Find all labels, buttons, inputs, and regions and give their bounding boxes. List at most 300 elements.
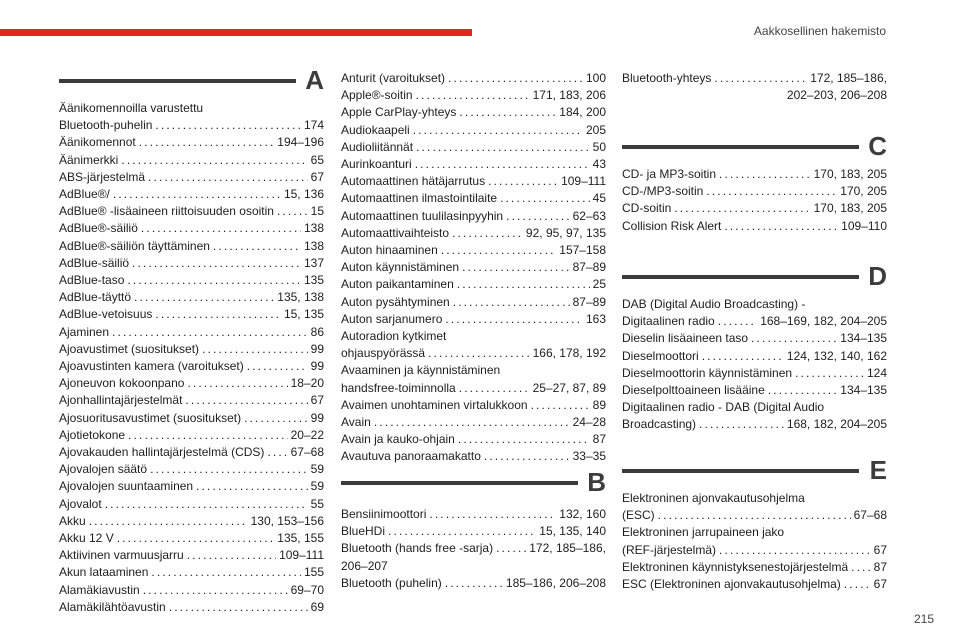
entry-term: Ajaminen: [59, 324, 110, 339]
entry-pages: 185–186, 206–208: [505, 575, 606, 590]
dot-leader: [169, 599, 308, 616]
entry-pages: 24–28: [572, 415, 606, 430]
entry-term: Automaattinen hätäjarrutus: [341, 174, 486, 189]
section-rule: [622, 275, 859, 279]
dot-leader: [488, 173, 558, 190]
index-entry: [59, 410, 324, 427]
entry-term: Dieselpolttoaineen lisääine: [622, 383, 765, 398]
entry-term: Akun lataaminen: [59, 565, 149, 580]
entry-term: Ajosuoritusavustimet (suositukset): [59, 410, 242, 425]
entry-pages: 174: [303, 118, 324, 133]
entry-term: AdBlue-taso: [59, 273, 125, 288]
index-entry: [59, 444, 324, 461]
dot-leader: [150, 461, 308, 478]
entry-term: Bluetooth (puhelin): [341, 575, 442, 590]
entry-pages: 138: [303, 238, 324, 253]
index-entry: [59, 427, 324, 444]
section-a-continued: [341, 70, 606, 466]
entry-term: CD-soitin: [622, 201, 672, 216]
entry-term: Ajovalojen suuntaaminen: [59, 479, 194, 494]
dot-leader: [428, 345, 530, 362]
entry-pages: 170, 205: [840, 184, 887, 199]
entry-pages: 205: [585, 122, 606, 137]
entry-term: Ajoneuvon kokoonpano: [59, 376, 185, 391]
section-header: [622, 455, 887, 485]
entry-term: CD- ja MP3-soitin: [622, 167, 717, 181]
dot-leader: [719, 542, 871, 559]
entry-pages: 168, 182, 204–205: [786, 417, 887, 432]
section-letter: D: [868, 261, 887, 291]
index-entry: [622, 87, 887, 104]
section-rule: [59, 79, 296, 83]
entry-pages: 157–158: [559, 243, 606, 258]
entry-pages: 138: [303, 221, 324, 236]
entry-term: AdBlue-vetoisuus: [59, 307, 153, 322]
section-b-continued: [622, 70, 887, 104]
index-entry: [622, 382, 887, 399]
entry-term: AdBlue®-säiliön täyttäminen: [59, 238, 210, 253]
dot-leader: [277, 203, 308, 220]
dot-leader: [500, 190, 590, 207]
index-entry: Autoradion kytkimet: [341, 329, 447, 344]
entry-term: Ajovalot: [59, 496, 102, 511]
entry-pages: 99: [310, 410, 324, 425]
entry-term: ohjauspyörässä: [341, 346, 426, 361]
entry-pages: 132, 160: [559, 507, 606, 521]
entry-term: Avain ja kauko-ohjain: [341, 432, 455, 447]
dot-leader: [795, 365, 864, 382]
index-entry: Digitaalinen radio - DAB (Digital Audio: [622, 400, 825, 415]
entry-term: Avautuva panoraamakatto: [341, 449, 481, 464]
index-entry: [622, 365, 887, 382]
index-entry: [622, 542, 887, 559]
entry-term: Ajotietokone: [59, 427, 126, 442]
index-entry: [622, 166, 887, 183]
entry-pages: 137: [303, 255, 324, 270]
entry-term: Bensiinimoottori: [341, 507, 427, 521]
entry-pages: 170, 183, 205: [813, 167, 887, 181]
entry-pages: 166, 178, 192: [532, 346, 606, 361]
dot-leader: [457, 276, 590, 293]
index-entry: [622, 507, 887, 524]
entry-pages: 86: [310, 324, 324, 339]
page-number: 215: [913, 612, 934, 626]
entry-pages: 67: [310, 393, 324, 408]
entry-term: Avain: [341, 415, 371, 430]
entry-term: BlueHDi: [341, 524, 386, 539]
dot-leader: [851, 559, 871, 576]
entry-pages: 62–63: [572, 208, 606, 223]
dot-leader: [768, 382, 838, 399]
entry-term: (REF-järjestelmä): [622, 542, 717, 557]
dot-leader: [445, 311, 583, 328]
entry-term: Apple CarPlay-yhteys: [341, 105, 457, 120]
entry-pages: 67–68: [853, 508, 887, 523]
entry-pages: 202–203, 206–208: [786, 88, 887, 103]
index-entry: [622, 416, 887, 433]
dot-leader: [185, 392, 307, 409]
index-entry: [59, 564, 324, 581]
dot-leader: [413, 122, 583, 139]
index-entry: [622, 313, 887, 330]
dot-leader: [751, 330, 837, 347]
entry-pages: 184, 200: [559, 105, 606, 120]
dot-leader: [448, 70, 583, 87]
entry-term: Auton käynnistäminen: [341, 260, 460, 275]
dot-leader: [89, 513, 248, 530]
entry-term: Ajovalojen säätö: [59, 462, 148, 477]
dot-leader: [247, 358, 308, 375]
index-entry: [622, 559, 887, 576]
index-entry: [341, 414, 606, 431]
entry-term: Automaattivaihteisto: [341, 225, 450, 240]
index-entry: [59, 169, 324, 186]
entry-pages: 134–135: [840, 383, 887, 398]
entry-term: Auton sarjanumero: [341, 311, 443, 326]
index-entry: [59, 134, 324, 151]
dot-leader: [714, 70, 807, 87]
dot-leader: [674, 200, 810, 217]
entry-term: Alamäkilähtöavustin: [59, 599, 166, 614]
entry-pages: 170, 183, 205: [813, 201, 887, 216]
index-entry: [59, 530, 324, 547]
index-entry: [341, 173, 606, 190]
dot-leader: [112, 324, 308, 341]
index-entry: Elektroninen jarrupaineen jako: [622, 525, 785, 540]
entry-pages: 109–111: [279, 548, 324, 563]
dot-leader: [117, 530, 275, 547]
section-letter: E: [869, 455, 887, 485]
dot-leader: [127, 272, 301, 289]
dot-leader: [267, 444, 287, 461]
entry-term: Auton pysähtyminen: [341, 294, 450, 309]
entry-pages: 124, 132, 140, 162: [786, 348, 887, 363]
index-entry: [622, 218, 887, 235]
entry-term: Automaattinen tuulilasinpyyhin: [341, 208, 504, 223]
index-entry: [341, 345, 606, 362]
entry-pages: 25: [592, 277, 606, 292]
entry-pages: 59: [310, 462, 324, 477]
entry-pages: 43: [592, 157, 606, 172]
index-entry: [59, 375, 324, 392]
section-rule: [341, 481, 578, 485]
entry-pages: 87: [592, 432, 606, 447]
entry-list: [622, 490, 887, 593]
index-entry: DAB (Digital Audio Broadcasting) -: [622, 297, 806, 311]
dot-leader: [187, 375, 287, 392]
index-entry: [341, 294, 606, 311]
entry-term: AdBlue® -lisäaineen riittoisuuden osoitin: [59, 204, 274, 219]
dot-leader: [128, 427, 288, 444]
index-entry: [341, 506, 606, 523]
dot-leader: [458, 431, 590, 448]
index-entry: [341, 104, 606, 121]
entry-pages: 18–20: [290, 376, 324, 391]
entry-term: Broadcasting): [622, 417, 697, 432]
index-entry: [341, 380, 606, 397]
entry-pages: 65: [310, 152, 324, 167]
entry-pages: 15, 135, 140: [539, 524, 606, 539]
index-entry: [59, 496, 324, 513]
entry-pages: 87–89: [572, 294, 606, 309]
index-entry: [59, 203, 324, 220]
index-entry: [59, 461, 324, 478]
entry-pages: 15, 135: [283, 307, 324, 322]
section-e: [622, 455, 887, 593]
entry-pages: 130, 153–156: [250, 513, 324, 528]
dot-leader: [699, 416, 784, 433]
dot-leader: [388, 523, 536, 540]
entry-term: Apple®-soitin: [341, 88, 413, 103]
dot-leader: [202, 341, 308, 358]
entry-term: AdBlue-täyttö: [59, 290, 132, 305]
entry-term: Bluetooth-puhelin: [59, 118, 153, 133]
dot-leader: [429, 506, 556, 523]
index-entry: [341, 190, 606, 207]
entry-pages: 89: [592, 397, 606, 412]
index-entry: [341, 311, 606, 328]
index-entry: [59, 582, 324, 599]
index-entry: [59, 186, 324, 203]
entry-pages: 92, 95, 97, 135: [525, 225, 606, 240]
dot-leader: [196, 478, 308, 495]
entry-pages: 163: [585, 311, 606, 326]
index-entry: [341, 431, 606, 448]
dot-leader: [719, 166, 811, 183]
dot-leader: [121, 152, 307, 169]
index-entry: [59, 255, 324, 272]
entry-term: Alamäkiavustin: [59, 582, 140, 597]
dot-leader: [155, 117, 301, 134]
entry-term: (ESC): [622, 508, 655, 523]
dot-leader: [151, 564, 301, 581]
index-entry: [59, 547, 324, 564]
index-entry: [622, 330, 887, 347]
entry-term: Dieselin lisäaineen taso: [622, 331, 749, 346]
index-entry: [622, 576, 887, 593]
dot-leader: [155, 306, 281, 323]
entry-term: Dieselmoottori: [622, 348, 699, 363]
entry-pages: 50: [592, 139, 606, 154]
dot-leader: [445, 575, 503, 592]
section-header: [59, 65, 324, 95]
entry-term: Auton hinaaminen: [341, 243, 438, 258]
index-entry: [59, 238, 324, 255]
index-entry: [59, 392, 324, 409]
index-entry: [59, 220, 324, 237]
index-entry: [341, 575, 606, 592]
section-letter: A: [305, 65, 324, 95]
entry-pages: 69–70: [290, 582, 324, 597]
entry-term: Ajonhallintajärjestelmät: [59, 393, 183, 408]
index-entry: Äänikomennoilla varustettu: [59, 101, 204, 115]
entry-list: [341, 506, 606, 592]
index-entry: [622, 200, 887, 217]
dot-leader: [105, 496, 308, 513]
entry-list: [622, 166, 887, 235]
section-a: [59, 65, 324, 616]
section-c: [622, 131, 887, 235]
dot-leader: [462, 259, 570, 276]
dot-leader: [213, 238, 301, 255]
entry-pages: 67: [873, 542, 887, 557]
index-entry: [341, 208, 606, 225]
section-b: [341, 467, 606, 592]
entry-term: AdBlue®-säiliö: [59, 221, 138, 236]
section-header: [622, 131, 887, 161]
index-entry: [341, 156, 606, 173]
dot-leader: [718, 313, 757, 330]
dot-leader: [143, 582, 288, 599]
dot-leader: [702, 348, 784, 365]
index-entry: [622, 70, 887, 87]
entry-term: ABS-järjestelmä: [59, 169, 146, 184]
entry-pages: 172, 185–186,: [529, 541, 606, 556]
dot-leader: [453, 294, 570, 311]
entry-term: Aurinkoanturi: [341, 157, 412, 172]
section-header: [622, 261, 887, 291]
entry-term: Automaattinen ilmastointilaite: [341, 191, 498, 206]
dot-leader: [459, 380, 530, 397]
entry-pages: 67: [873, 577, 887, 592]
dot-leader: [416, 139, 590, 156]
dot-leader: [374, 414, 570, 431]
index-entry: [59, 272, 324, 289]
entry-term: Anturit (varoitukset): [341, 71, 446, 85]
index-entry: [341, 523, 606, 540]
dot-leader: [141, 220, 301, 237]
entry-pages: 172, 185–186,: [810, 71, 887, 85]
index-entry: 206–207: [341, 558, 388, 573]
section-letter: B: [587, 467, 606, 497]
dot-leader: [658, 507, 851, 524]
index-entry: [341, 225, 606, 242]
index-entry: [622, 348, 887, 365]
dot-leader: [244, 410, 308, 427]
dot-leader: [496, 540, 526, 557]
index-entry: [59, 289, 324, 306]
entry-pages: 109–111: [561, 174, 606, 189]
index-entry: [341, 70, 606, 87]
index-entry: [341, 87, 606, 104]
section-d: [622, 261, 887, 434]
index-entry: Elektroninen ajonvakautusohjelma: [622, 491, 805, 505]
entry-term: Auton paikantaminen: [341, 277, 454, 292]
entry-pages: 33–35: [572, 449, 606, 464]
index-entry: [341, 276, 606, 293]
entry-term: Ajoavustimet (suositukset): [59, 341, 200, 356]
entry-pages: 155: [303, 565, 324, 580]
dot-leader: [148, 169, 308, 186]
dot-leader: [139, 134, 275, 151]
entry-pages: 45: [592, 191, 606, 206]
index-entry: [622, 183, 887, 200]
entry-list: [622, 296, 887, 434]
index-entry: [341, 397, 606, 414]
entry-term: ESC (Elektroninen ajonvakautusohjelma): [622, 577, 841, 592]
index-entry: [341, 259, 606, 276]
entry-pages: 20–22: [290, 427, 324, 442]
index-entry: [59, 599, 324, 616]
entry-pages: 67–68: [290, 445, 324, 460]
entry-pages: 171, 183, 206: [532, 88, 606, 103]
entry-list: [622, 70, 887, 104]
index-entry: [59, 152, 324, 169]
entry-term: CD-/MP3-soitin: [622, 184, 704, 199]
entry-term: Avaimen unohtaminen virtalukkoon: [341, 397, 528, 412]
entry-term: Audioliitännät: [341, 139, 414, 154]
entry-term: Elektroninen käynnistyksenestojärjestelmä: [622, 559, 849, 574]
entry-pages: 15: [310, 204, 324, 219]
entry-term: Audiokaapeli: [341, 122, 410, 137]
index-entry: [341, 122, 606, 139]
index-entry: [59, 513, 324, 530]
index-entry: [59, 358, 324, 375]
index-entry: [341, 139, 606, 156]
entry-term: AdBlue-säiliö: [59, 255, 130, 270]
entry-list: [59, 100, 324, 616]
entry-term: Akku: [59, 513, 86, 528]
index-entry: [59, 478, 324, 495]
entry-term: Äänimerkki: [59, 152, 119, 167]
entry-pages: 168–169, 182, 204–205: [760, 314, 887, 329]
index-entry: [59, 324, 324, 341]
entry-term: Akku 12 V: [59, 531, 114, 546]
entry-pages: 135: [303, 273, 324, 288]
entry-pages: 134–135: [840, 331, 887, 346]
dot-leader: [134, 289, 274, 306]
dot-leader: [531, 397, 590, 414]
dot-leader: [506, 208, 570, 225]
entry-pages: 69: [310, 599, 324, 614]
entry-pages: 109–110: [841, 218, 887, 233]
index-entry: [59, 117, 324, 134]
section-letter: C: [868, 131, 887, 161]
entry-pages: 99: [310, 359, 324, 374]
entry-pages: 99: [310, 341, 324, 356]
entry-list: [341, 70, 606, 466]
section-rule: [622, 145, 859, 149]
entry-term: Ajoavustinten kamera (varoitukset): [59, 359, 244, 374]
entry-term: Dieselmoottorin käynnistäminen: [622, 365, 793, 380]
index-entry: Avaaminen ja käynnistäminen: [341, 363, 501, 378]
index-entry: [341, 540, 606, 557]
entry-pages: 87: [873, 559, 887, 574]
index-entry: [341, 242, 606, 259]
entry-pages: 59: [310, 479, 324, 494]
entry-pages: 67: [310, 169, 324, 184]
entry-pages: 100: [585, 71, 606, 85]
entry-term: Äänikomennot: [59, 135, 136, 150]
entry-term: Digitaalinen radio: [622, 314, 715, 329]
dot-leader: [459, 104, 556, 121]
index-entry: [59, 306, 324, 323]
entry-pages: 135, 155: [277, 531, 324, 546]
entry-pages: 15, 136: [283, 187, 324, 202]
dot-leader: [452, 225, 523, 242]
entry-term: Collision Risk Alert: [622, 218, 722, 233]
dot-leader: [484, 448, 570, 465]
dot-leader: [441, 242, 557, 259]
dot-leader: [132, 255, 301, 272]
entry-pages: 135, 138: [277, 290, 324, 305]
dot-leader: [416, 87, 530, 104]
entry-pages: 194–196: [277, 135, 324, 150]
entry-pages: 55: [310, 496, 324, 511]
dot-leader: [724, 218, 838, 235]
entry-pages: 124: [866, 365, 887, 380]
dot-leader: [187, 547, 276, 564]
